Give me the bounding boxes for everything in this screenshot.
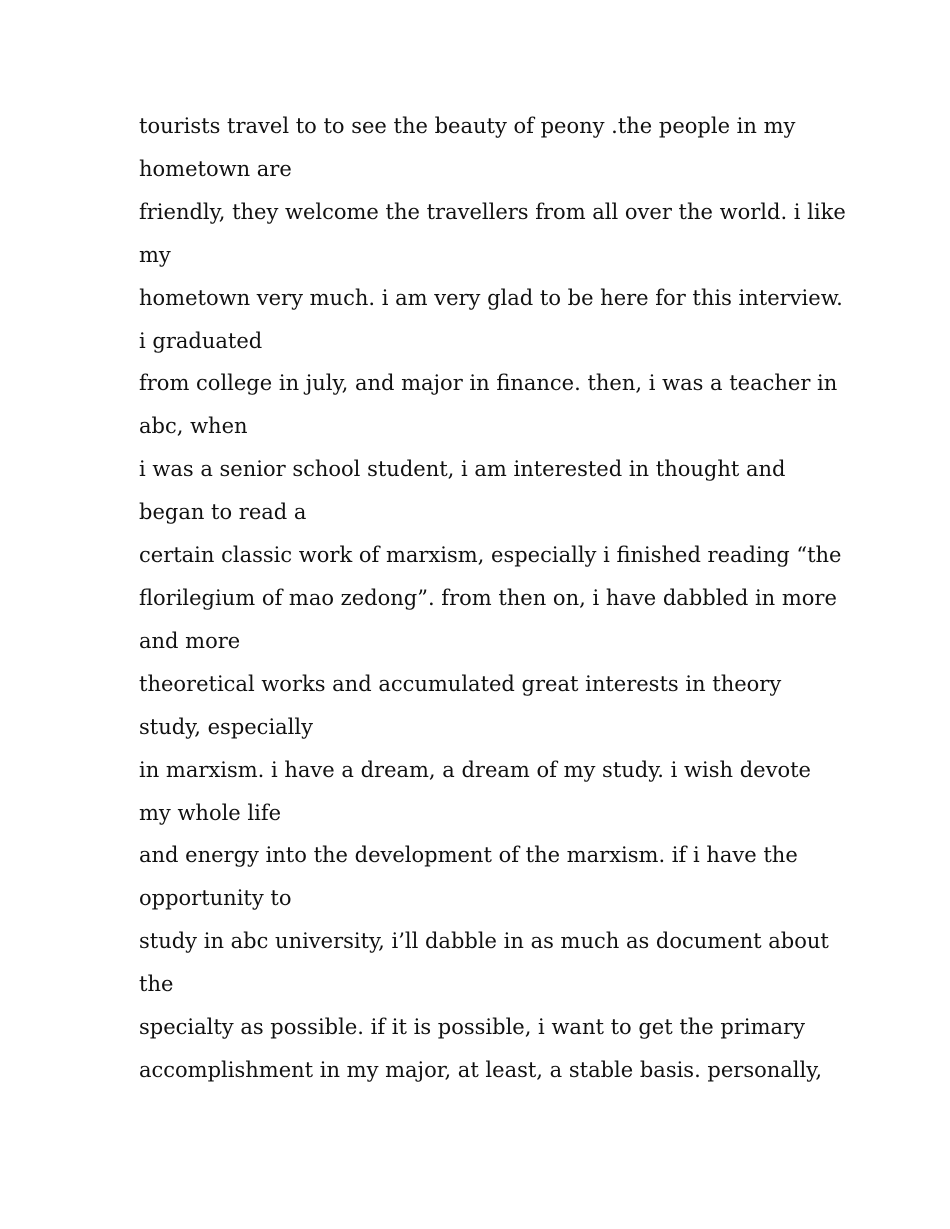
text-line: opportunity to: [139, 886, 292, 911]
text-line: study in abc university, i’ll dabble in as much as document about: [139, 929, 829, 954]
text-line: abc, when: [139, 414, 248, 439]
text-line: from college in july, and major in finance. then, i was a teacher in: [139, 371, 838, 396]
text-line: my whole life: [139, 800, 282, 825]
text-line: florilegium of mao zedong”. from then on, i have dabbled in more: [139, 585, 837, 610]
text-line: theoretical works and accumulated great interests in theory: [139, 671, 782, 696]
text-line: certain classic work of marxism, especially i finished reading “the: [139, 543, 842, 568]
text-line: i graduated: [139, 328, 263, 353]
text-line: my: [139, 242, 171, 267]
text-line: and more: [139, 628, 241, 653]
body-text: [139, 105, 846, 1092]
text-line: i was a senior school student, i am interested in thought and: [139, 457, 786, 482]
text-line: specialty as possible. if it is possible, i want to get the primary: [139, 1015, 805, 1040]
text-line: accomplishment in my major, at least, a stable basis. personally,: [139, 1057, 822, 1082]
text-line: the: [139, 972, 174, 997]
text-line: and energy into the development of the marxism. if i have the: [139, 843, 798, 868]
text-line: tourists travel to to see the beauty of peony .the people in my: [139, 114, 796, 138]
text-line: in marxism. i have a dream, a dream of my study. i wish devote: [139, 757, 811, 782]
text-line: hometown very much. i am very glad to be here for this interview.: [139, 285, 843, 310]
text-line: study, especially: [139, 714, 313, 739]
text-line: friendly, they welcome the travellers from all over the world. i like: [139, 199, 846, 224]
text-line: began to read a: [139, 500, 307, 525]
text-line: hometown are: [139, 156, 292, 181]
